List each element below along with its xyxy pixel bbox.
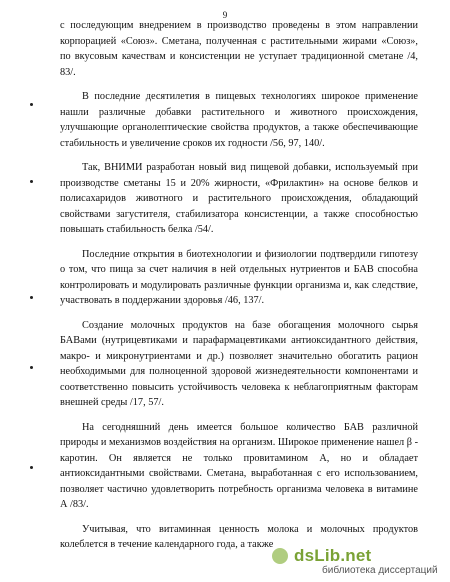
- paragraph-2: В последние десятилетия в пищевых технологиях широкое применение нашли различные добавки растительного и животного происхождения, улучшающие органолептические свойства продуктов, а также обеспечивающие стабильность и увеличение сроков их годности /56, 97, 140/.: [60, 91, 418, 149]
- paragraph-1: с последующим внедрением в производство проведены в этом направлении корпорацией «Союз». Сметана, полученная с растительными жирами «Союз», по вкусовым качествам и консистенции не уступает традиционной сметане /4, 83/.: [60, 20, 418, 78]
- document-body: [60, 18, 418, 562]
- margin-dot: [30, 180, 33, 183]
- paragraph-5: Создание молочных продуктов на базе обогащения молочного сырья БАВами (нутрицевтиками и парафармацевтиками антиоксидантного действия, макро- и микронутриентами и др.) позволяет значительно обогатить рацион необходимыми для полноценной здоровой жизнедеятельности компонентами и соответственно повысить устойчивость человека к неблагоприятным факторам внешней среды /17, 57/.: [60, 319, 418, 408]
- watermark-subtitle: библиотека диссертаций: [322, 565, 438, 576]
- watermark-logo: dsLib.net: [294, 546, 372, 565]
- margin-dot: [30, 296, 33, 299]
- page-number: 9: [222, 10, 228, 20]
- margin-dot: [30, 366, 33, 369]
- paragraph-6: На сегодняшний день имеется большое количество БАВ различной природы и механизмов воздействия на организм. Широкое применение нашел β - каротин. Он является не только провитамином А, но и обладает антиоксидантными свойствами. Сметана, выработанная с его использованием, позволяет частично удовлетворить потребность организма человека в витамине А /83/.: [60, 421, 418, 510]
- watermark-icon: [272, 548, 288, 564]
- watermark: [294, 546, 444, 576]
- margin-dot: [30, 466, 33, 469]
- margin-dot: [30, 103, 33, 106]
- paragraph-4: Последние открытия в биотехнологии и физиологии подтвердили гипотезу о том, что пища за счет наличия в ней отдельных нутриентов и БАВ способна контролировать и модулировать различные функции организма и, как следствие, участвовать в поддержании здоровья /46, 137/.: [60, 248, 418, 306]
- paragraph-7: Учитывая, что витаминная ценность молока и молочных продуктов колеблется в течение календарного года, а также: [60, 523, 418, 550]
- paragraph-3: Так, ВНИМИ разработан новый вид пищевой добавки, используемый при производстве сметаны 15 и 20% жирности, «Фрилактин» на основе белков и полисахаридов животного и растительного происхождения, обладающий свойствами загустителя, стабилизатора консистенции, а также способностью повышать стабильность белка /54/.: [60, 162, 418, 235]
